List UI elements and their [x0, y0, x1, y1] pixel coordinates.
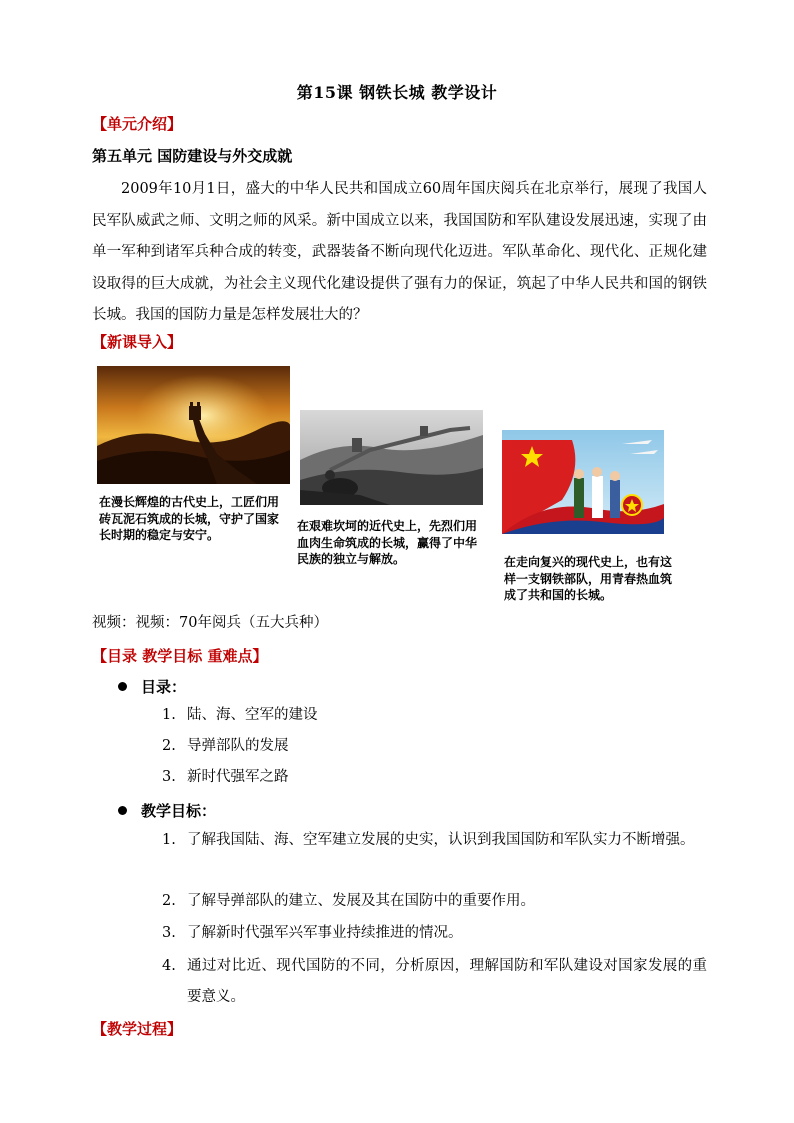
toc-item: [162, 762, 707, 793]
list-number: 4.: [162, 958, 176, 974]
caption-contemporary: 在走向复兴的现代史上，也有这样一支钢铁部队，用青春热血筑成了共和国的长城。: [504, 555, 673, 602]
toc-item: [162, 700, 707, 731]
list-number: 3.: [162, 769, 176, 785]
caption-ancient: 在漫长辉煌的古代史上，工匠们用砖瓦泥石筑成的长城，守护了国家长时期的稳定与安宁。: [99, 495, 280, 542]
list-text: 新时代强军之路: [187, 769, 289, 785]
objective-item: [162, 951, 707, 1013]
section-heading-process: 【教学过程】: [92, 1020, 183, 1038]
objective-item: [162, 918, 707, 949]
list-text: 导弹部队的发展: [187, 738, 289, 754]
video-reference: 视频：视频：70年阅兵（五大兵种）: [92, 615, 328, 631]
bullet-dot: [118, 806, 127, 815]
toc-label: 目录：: [141, 678, 187, 696]
list-text: 了解新时代强军兴军事业持续推进的情况。: [187, 925, 463, 941]
bullet-dot: [118, 682, 127, 691]
list-number: 1.: [162, 832, 176, 848]
section-heading-intro: 【单元介绍】: [92, 115, 183, 133]
list-number: 2.: [162, 738, 176, 754]
intro-paragraph: 2009年10月1日，盛大的中华人民共和国成立60周年国庆阅兵在北京举行，展现了我国人民军队威武之师、文明之师的风采。新中国成立以来，我国国防和军队建设发展迅速，实现了由单一军种到诸军兵种合成的转变，武器装备不断向现代化迈进。军队革命化、现代化、正规化建设取得的巨大成就，为社会主义现代化建设提供了强有力的保证，筑起了中华人民共和国的钢铁长城。我国的国防力量是怎样发展壮大的？: [92, 181, 707, 323]
caption-modern-history: 在艰难坎坷的近代史上，先烈们用血肉生命筑成的长城，赢得了中华民族的独立与解放。: [297, 519, 478, 566]
toc-heading: [118, 676, 186, 697]
list-number: 1.: [162, 707, 176, 723]
military-flag-image: [502, 430, 664, 534]
objectives-heading: [118, 800, 216, 821]
list-text: 通过对比近、现代国防的不同，分析原因，理解国防和军队建设对国家发展的重要意义。: [187, 958, 707, 1005]
list-number: 2.: [162, 893, 176, 909]
unit-title: 第五单元 国防建设与外交成就: [92, 147, 293, 165]
section-heading-goals: 【目录 教学目标 重难点】: [92, 647, 268, 665]
page-title: 第15课 钢铁长城 教学设计: [296, 83, 498, 102]
objective-item: [162, 886, 707, 917]
list-text: 陆、海、空军的建设: [187, 707, 318, 723]
objective-item: [162, 825, 707, 856]
toc-item: [162, 731, 707, 762]
list-number: 3.: [162, 925, 176, 941]
list-text: 了解导弹部队的建立、发展及其在国防中的重要作用。: [187, 893, 535, 909]
list-text: 了解我国陆、海、空军建立发展的史实，认识到我国国防和军队实力不断增强。: [187, 832, 695, 848]
objectives-label: 教学目标：: [141, 802, 217, 820]
wartime-great-wall-image: [300, 410, 483, 505]
section-heading-lead: 【新课导入】: [92, 333, 183, 351]
great-wall-sunset-image: [97, 366, 290, 484]
